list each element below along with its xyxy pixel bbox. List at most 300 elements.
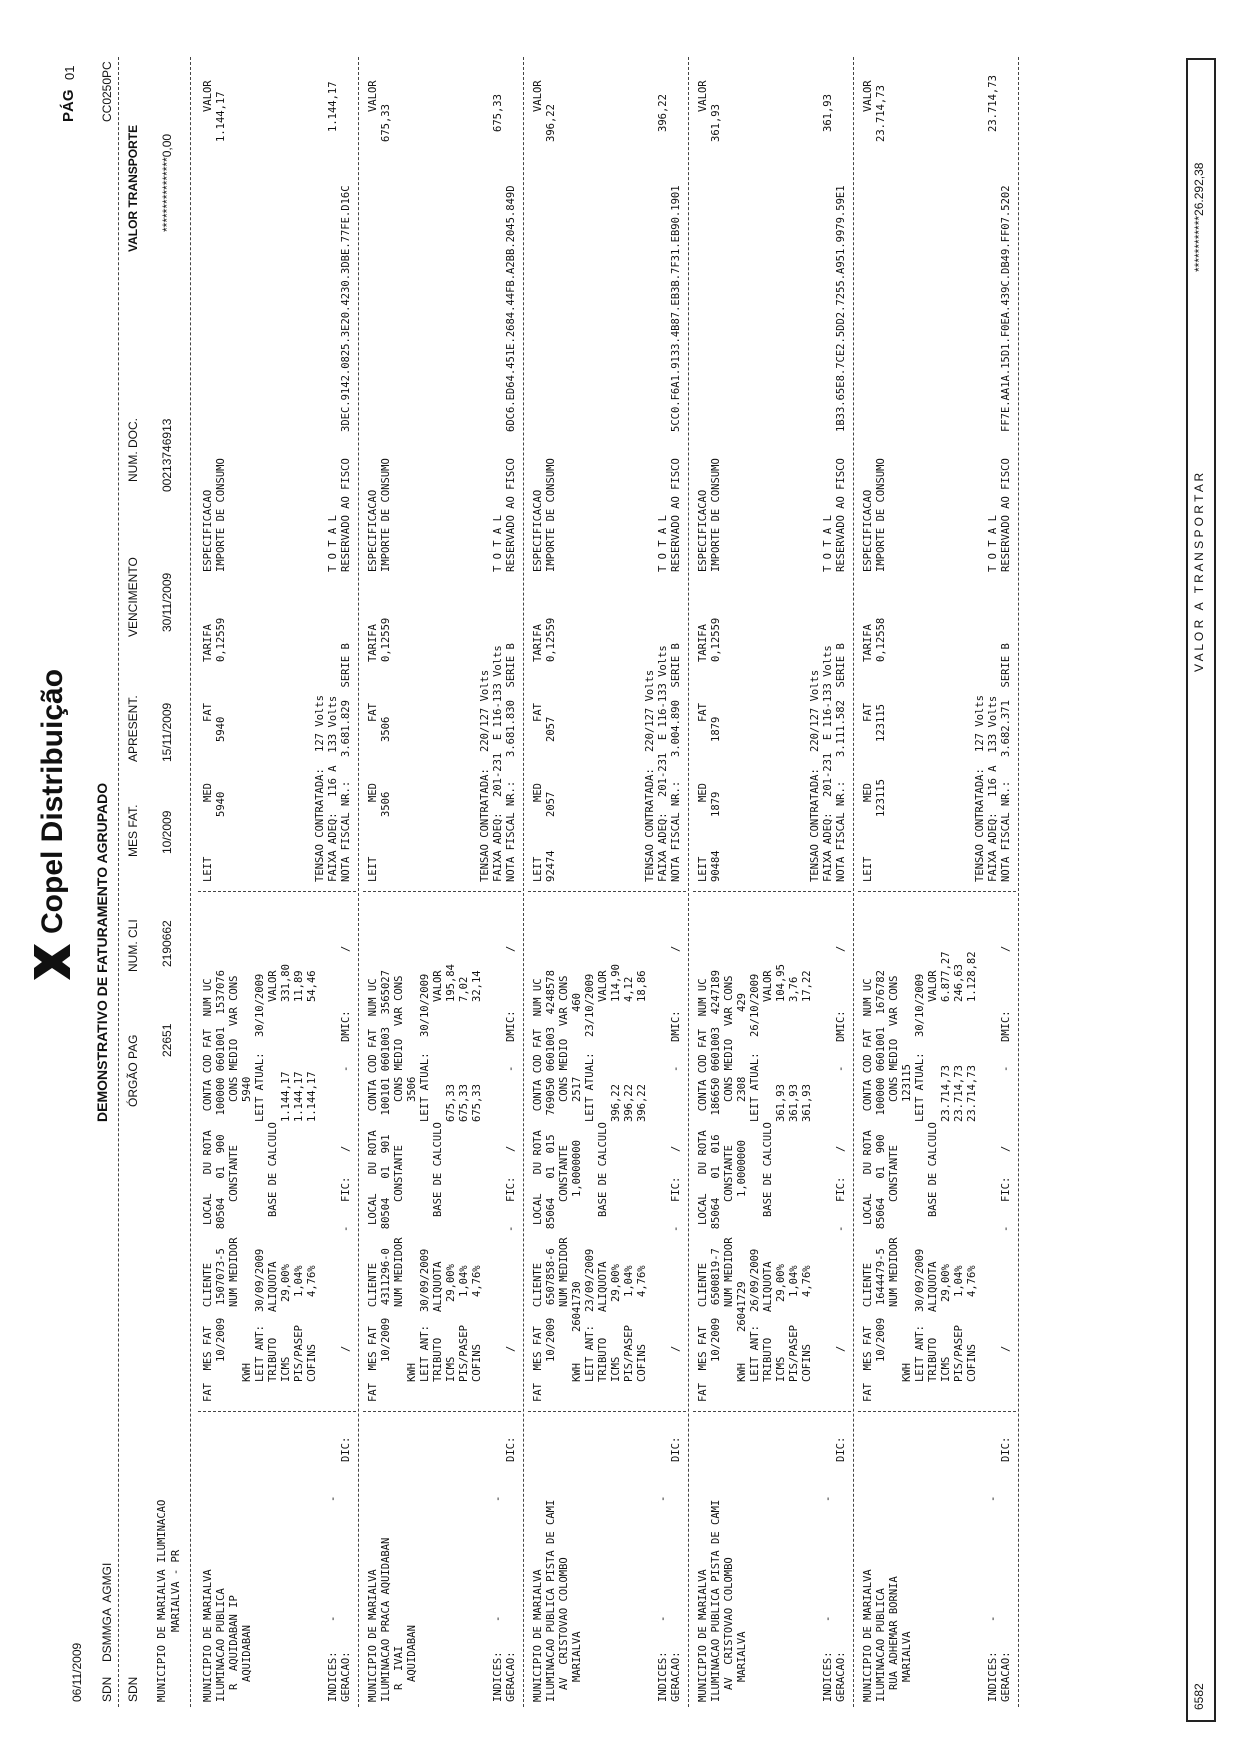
faixa-value: 116 A 133 Volts bbox=[987, 695, 999, 797]
column-separator bbox=[858, 891, 1016, 892]
fat-value: 5940 bbox=[215, 716, 227, 742]
leit-ant-value: 23/09/2009 bbox=[584, 1248, 596, 1312]
med-label: MED bbox=[367, 783, 379, 802]
page-label: PÁG bbox=[60, 89, 77, 122]
dic-slash: / bbox=[670, 1345, 682, 1352]
pis-label: PIS/PASEP bbox=[953, 1325, 965, 1382]
col-valor-transporte: VALOR TRANSPORTE bbox=[126, 124, 140, 252]
fat-line-values: 10/2009 4311296-0 80504 01 901 100101 0601003 3565027 bbox=[380, 970, 392, 1362]
total-label: T O T A L bbox=[987, 515, 999, 572]
cofins-rate: 4,76% bbox=[306, 1265, 318, 1297]
indices-label: INDICES: bbox=[822, 1651, 834, 1702]
leit-atual-value: 26/10/2009 bbox=[749, 973, 761, 1037]
dmic-label: DMIC: bbox=[670, 1010, 682, 1042]
tensao-value: 127 Volts bbox=[314, 695, 326, 752]
fic-dash: - bbox=[505, 1225, 517, 1232]
logo-text: Copel Distribuição bbox=[36, 668, 69, 934]
dic-slash: / bbox=[505, 1345, 517, 1352]
cofins-label: COFINS bbox=[801, 1344, 813, 1382]
dmic-dash: - bbox=[340, 1065, 352, 1072]
fat-value: 2057 bbox=[545, 716, 557, 742]
valor-label: VALOR bbox=[597, 970, 609, 1002]
faixa-value: 201-231 E 116-133 Volts bbox=[822, 645, 834, 797]
fic-label: FIC: bbox=[670, 1176, 682, 1202]
indices-label: INDICES: bbox=[492, 1651, 504, 1702]
cofins-value: 17,22 bbox=[801, 970, 813, 1002]
record-divider bbox=[358, 57, 359, 1707]
summary-num-cli: 2190662 bbox=[160, 920, 174, 967]
report-code: CC0250PC bbox=[100, 61, 114, 122]
dic-slash: / bbox=[835, 1345, 847, 1352]
leit-ant-value: 30/09/2009 bbox=[914, 1248, 926, 1312]
total-label: T O T A L bbox=[492, 515, 504, 572]
record-address-4: AQUIDABAN bbox=[241, 1625, 253, 1682]
kwh-label: KWH bbox=[571, 1363, 583, 1382]
faixa-label: FAIXA ADEQ: bbox=[822, 812, 834, 882]
importe-label: IMPORTE DE CONSUMO bbox=[875, 458, 887, 572]
dmic-slash: / bbox=[670, 945, 682, 952]
kwh-label: KWH bbox=[736, 1363, 748, 1382]
reservado-label: RESERVADO AO FISCO bbox=[340, 458, 352, 572]
summary-orgao-pag: 22651 bbox=[160, 1023, 174, 1057]
total-value: 1.144,17 bbox=[327, 81, 339, 132]
cons-medio-value: 123115 bbox=[901, 1064, 913, 1102]
column-separator bbox=[858, 1411, 1016, 1412]
cons-medio-label: CONS MEDIO VAR CONS bbox=[558, 975, 570, 1102]
cofins-rate: 4,76% bbox=[471, 1265, 483, 1297]
tarifa-value: 0,12559 bbox=[215, 617, 227, 662]
leit-atual-value: 30/10/2009 bbox=[914, 973, 926, 1037]
base-calculo-label: BASE DE CALCULO bbox=[762, 1122, 774, 1217]
icms-rate: 29,00% bbox=[280, 1264, 292, 1302]
faixa-label: FAIXA ADEQ: bbox=[327, 812, 339, 882]
fic-slash: / bbox=[505, 1145, 517, 1152]
importe-label: IMPORTE DE CONSUMO bbox=[380, 458, 392, 572]
med-label: MED bbox=[532, 783, 544, 802]
record-divider bbox=[853, 57, 854, 1707]
constante-label: CONSTANTE bbox=[393, 1145, 405, 1202]
fic-label: FIC: bbox=[505, 1176, 517, 1202]
icms-value: 104,95 bbox=[775, 964, 787, 1002]
leit-ant-label: LEIT ANT: bbox=[584, 1325, 596, 1382]
tensao-label: TENSAO CONTRATADA: bbox=[644, 768, 656, 882]
cofins-rate: 4,76% bbox=[801, 1265, 813, 1297]
med-value: 1879 bbox=[710, 791, 722, 817]
leit-atual-label: LEIT ATUAL: bbox=[749, 1052, 761, 1122]
indices-dash: - bbox=[822, 1615, 834, 1622]
record-address-2: ILUMINACAO PUBLICA bbox=[875, 1588, 887, 1702]
icms-base: 396,22 bbox=[610, 1084, 622, 1122]
dic-label: DIC: bbox=[505, 1436, 517, 1462]
icms-base: 23.714,73 bbox=[940, 1065, 952, 1122]
dic-label: DIC: bbox=[1000, 1436, 1012, 1462]
dic-label: DIC: bbox=[340, 1436, 352, 1462]
record-address-3: RUA ADHEMAR BORNIA bbox=[888, 1576, 900, 1690]
total-value: 361,93 bbox=[822, 94, 834, 132]
leit-atual-label: LEIT ATUAL: bbox=[584, 1052, 596, 1122]
cofins-label: COFINS bbox=[471, 1344, 483, 1382]
constante-label: CONSTANTE bbox=[723, 1145, 735, 1202]
leit-label: LEIT bbox=[367, 856, 379, 882]
med-value: 3506 bbox=[380, 791, 392, 817]
footer-transport-label: V A L O R A T R A N S P O R T A R bbox=[1192, 472, 1206, 672]
fat-header: FAT MES FAT CLIENTE LOCAL DU ROTA CONTA COD FAT NUM UC bbox=[202, 978, 214, 1402]
item-valor: 361,93 bbox=[710, 104, 722, 142]
item-valor: 23.714,73 bbox=[875, 85, 887, 142]
pis-value: 4,12 bbox=[623, 976, 635, 1002]
record-address-4: AQUIDABAN bbox=[406, 1625, 418, 1682]
record-divider bbox=[1018, 57, 1019, 1707]
cons-medio-label: CONS MEDIO VAR CONS bbox=[393, 975, 405, 1102]
record-address-2: ILUMINACAO PUBLICA PISTA DE CAMI bbox=[545, 1499, 557, 1702]
pis-label: PIS/PASEP bbox=[458, 1325, 470, 1382]
pis-value: 3,76 bbox=[788, 976, 800, 1002]
col-orgao-pag: ÓRGÃO PAG bbox=[126, 1034, 140, 1107]
constante-label: CONSTANTE bbox=[888, 1145, 900, 1202]
nota-label: NOTA FISCAL NR.: bbox=[340, 780, 352, 882]
fisco-code: FF7E.AA1A.15D1.F0EA.439C.DB49.FF07.5202 bbox=[1000, 185, 1012, 432]
col-num-cli: NUM. CLI bbox=[126, 919, 140, 972]
icms-value: 6.877,27 bbox=[940, 951, 952, 1002]
nota-label: NOTA FISCAL NR.: bbox=[670, 780, 682, 882]
especificacao-label: ESPECIFICACAO bbox=[367, 489, 379, 572]
fat-line-values: 10/2009 1507073-5 80504 01 900 100000 0601001 1537076 bbox=[215, 970, 227, 1362]
pis-value: 11,89 bbox=[293, 970, 305, 1002]
dic-label: DIC: bbox=[835, 1436, 847, 1462]
pis-rate: 1,04% bbox=[623, 1265, 635, 1297]
cons-medio-value: 2517 bbox=[571, 1076, 583, 1102]
tarifa-value: 0,12559 bbox=[710, 617, 722, 662]
footer-frame bbox=[1186, 58, 1216, 1722]
record-address-3: AV CRISTOVAO COLOMBO bbox=[558, 1557, 570, 1690]
fic-dash: - bbox=[835, 1225, 847, 1232]
num-medidor-label: NUM MEDIDOR bbox=[228, 1237, 240, 1307]
client-name: MUNICIPIO DE MARIALVA ILUMINACAO bbox=[156, 1499, 168, 1702]
tensao-label: TENSAO CONTRATADA: bbox=[314, 768, 326, 882]
indices-dash: - bbox=[492, 1615, 504, 1622]
icms-label: ICMS bbox=[280, 1356, 292, 1382]
kwh-label: KWH bbox=[901, 1363, 913, 1382]
record-divider bbox=[688, 57, 689, 1707]
cons-medio-label: CONS MEDIO VAR CONS bbox=[888, 975, 900, 1102]
aliquota-label: ALIQUOTA bbox=[762, 1261, 774, 1312]
sdn-codes: DSMMGA AGMGI bbox=[100, 1562, 114, 1662]
fat-value: 123115 bbox=[875, 704, 887, 742]
constante-label: CONSTANTE bbox=[558, 1145, 570, 1202]
tarifa-label: TARIFA bbox=[202, 624, 214, 662]
col-vencimento: VENCIMENTO bbox=[126, 557, 140, 637]
leit-label: LEIT bbox=[862, 856, 874, 882]
fat-label: FAT bbox=[862, 703, 874, 722]
fisco-code: 5CC0.F6A1.9133.4B87.EB3B.7F31.EB90.1901 bbox=[670, 185, 682, 432]
tarifa-label: TARIFA bbox=[367, 624, 379, 662]
icms-rate: 29,00% bbox=[940, 1264, 952, 1302]
total-value: 675,33 bbox=[492, 94, 504, 132]
cons-medio-value: 3506 bbox=[406, 1076, 418, 1102]
tributo-label: TRIBUTO bbox=[432, 1337, 444, 1382]
client-city: MARIALVA - PR bbox=[170, 1549, 182, 1632]
indices-dash: - bbox=[327, 1495, 339, 1502]
cofins-base: 1.144,17 bbox=[306, 1071, 318, 1122]
leit-atual-label: LEIT ATUAL: bbox=[254, 1052, 266, 1122]
med-label: MED bbox=[862, 783, 874, 802]
icms-value: 331,80 bbox=[280, 964, 292, 1002]
aliquota-label: ALIQUOTA bbox=[432, 1261, 444, 1312]
fat-value: 1879 bbox=[710, 716, 722, 742]
summary-apresent: 15/11/2009 bbox=[160, 702, 174, 762]
fat-label: FAT bbox=[202, 703, 214, 722]
record-address-1: MUNICIPIO DE MARIALVA bbox=[367, 1569, 379, 1702]
column-separator bbox=[693, 1411, 851, 1412]
record-address-4: MARIALVA bbox=[901, 1631, 913, 1682]
pis-label: PIS/PASEP bbox=[788, 1325, 800, 1382]
med-value: 5940 bbox=[215, 791, 227, 817]
nota-value: 3.111.582 SERIE B bbox=[835, 643, 847, 757]
dmic-label: DMIC: bbox=[1000, 1010, 1012, 1042]
indices-label: INDICES: bbox=[327, 1651, 339, 1702]
cofins-label: COFINS bbox=[636, 1344, 648, 1382]
reservado-label: RESERVADO AO FISCO bbox=[1000, 458, 1012, 572]
col-num-doc: NUM. DOC. bbox=[126, 418, 140, 482]
leit-ant-value: 30/09/2009 bbox=[419, 1248, 431, 1312]
tributo-label: TRIBUTO bbox=[762, 1337, 774, 1382]
dmic-dash: - bbox=[505, 1065, 517, 1072]
nota-value: 3.682.371 SERIE B bbox=[1000, 643, 1012, 757]
icms-base: 361,93 bbox=[775, 1084, 787, 1122]
indices-dash: - bbox=[822, 1495, 834, 1502]
pis-rate: 1,04% bbox=[293, 1265, 305, 1297]
dic-label: DIC: bbox=[670, 1436, 682, 1462]
cofins-value: 54,46 bbox=[306, 970, 318, 1002]
column-separator bbox=[528, 1411, 686, 1412]
record-address-4: MARIALVA bbox=[736, 1631, 748, 1682]
especificacao-label: ESPECIFICACAO bbox=[532, 489, 544, 572]
cons-medio-label: CONS MEDIO VAR CONS bbox=[228, 975, 240, 1102]
dic-slash: / bbox=[340, 1345, 352, 1352]
indices-dash: - bbox=[987, 1615, 999, 1622]
tributo-label: TRIBUTO bbox=[927, 1337, 939, 1382]
leit-value: 90484 bbox=[710, 850, 722, 882]
column-separator bbox=[198, 891, 356, 892]
leit-ant-label: LEIT ANT: bbox=[419, 1325, 431, 1382]
tensao-value: 127 Volts bbox=[974, 695, 986, 752]
leit-label: LEIT bbox=[202, 856, 214, 882]
fat-label: FAT bbox=[532, 703, 544, 722]
leit-ant-label: LEIT ANT: bbox=[749, 1325, 761, 1382]
item-valor: 675,33 bbox=[380, 104, 392, 142]
faixa-label: FAIXA ADEQ: bbox=[657, 812, 669, 882]
record-address-3: R IVAI bbox=[393, 1645, 405, 1690]
fic-label: FIC: bbox=[1000, 1176, 1012, 1202]
column-separator bbox=[363, 891, 521, 892]
dmic-slash: / bbox=[835, 945, 847, 952]
tarifa-value: 0,12559 bbox=[380, 617, 392, 662]
cofins-base: 675,33 bbox=[471, 1084, 483, 1122]
valor-label: VALOR bbox=[762, 970, 774, 1002]
dic-slash: / bbox=[1000, 1345, 1012, 1352]
tarifa-label: TARIFA bbox=[532, 624, 544, 662]
pis-base: 23.714,73 bbox=[953, 1065, 965, 1122]
leit-label: LEIT bbox=[532, 856, 544, 882]
summary-valor-transporte: ****************0,00 bbox=[160, 133, 174, 232]
column-separator bbox=[198, 1411, 356, 1412]
importe-label: IMPORTE DE CONSUMO bbox=[215, 458, 227, 572]
cofins-rate: 4,76% bbox=[636, 1265, 648, 1297]
reservado-label: RESERVADO AO FISCO bbox=[505, 458, 517, 572]
pis-value: 7,02 bbox=[458, 976, 470, 1002]
footer-left-code: 6582 bbox=[1192, 1683, 1206, 1710]
cofins-base: 396,22 bbox=[636, 1084, 648, 1122]
fisco-code: 6DC6.ED64.451E.2684.44FB.A2BB.2045.849D bbox=[505, 185, 517, 432]
record-address-2: ILUMINACAO PRACA AQUIDABAN bbox=[380, 1537, 392, 1702]
cofins-value: 18,86 bbox=[636, 970, 648, 1002]
record-address-1: MUNICIPIO DE MARIALVA bbox=[202, 1569, 214, 1702]
dmic-label: DMIC: bbox=[340, 1010, 352, 1042]
fat-line-values: 10/2009 1644479-5 85064 01 900 100000 0601001 1676782 bbox=[875, 970, 887, 1362]
record-address-2: ILUMINACAO PUBLICA bbox=[215, 1588, 227, 1702]
faixa-value: 201-231 E 116-133 Volts bbox=[492, 645, 504, 797]
icms-value: 195,84 bbox=[445, 964, 457, 1002]
summary-mes-fat: 10/2009 bbox=[160, 810, 174, 854]
summary-vencimento: 30/11/2009 bbox=[160, 572, 174, 632]
icms-label: ICMS bbox=[445, 1356, 457, 1382]
importe-label: IMPORTE DE CONSUMO bbox=[545, 458, 557, 572]
leit-ant-value: 30/09/2009 bbox=[254, 1248, 266, 1312]
fic-slash: / bbox=[835, 1145, 847, 1152]
constante-value: 1,0000000 bbox=[736, 1140, 748, 1197]
leit-ant-label: LEIT ANT: bbox=[914, 1325, 926, 1382]
indices-dash: - bbox=[657, 1615, 669, 1622]
fat-label: FAT bbox=[367, 703, 379, 722]
cons-medio-value: 5940 bbox=[241, 1076, 253, 1102]
record-address-1: MUNICIPIO DE MARIALVA bbox=[862, 1569, 874, 1702]
total-label: T O T A L bbox=[327, 515, 339, 572]
nota-label: NOTA FISCAL NR.: bbox=[505, 780, 517, 882]
record-divider bbox=[523, 57, 524, 1707]
pis-rate: 1,04% bbox=[953, 1265, 965, 1297]
base-calculo-label: BASE DE CALCULO bbox=[432, 1122, 444, 1217]
pis-base: 396,22 bbox=[623, 1084, 635, 1122]
record-address-4: MARIALVA bbox=[571, 1631, 583, 1682]
tarifa-label: TARIFA bbox=[697, 624, 709, 662]
faixa-value: 116 A 133 Volts bbox=[327, 695, 339, 797]
record-address-1: MUNICIPIO DE MARIALVA bbox=[697, 1569, 709, 1702]
pis-base: 1.144,17 bbox=[293, 1071, 305, 1122]
leit-atual-value: 30/10/2009 bbox=[419, 973, 431, 1037]
base-calculo-label: BASE DE CALCULO bbox=[597, 1122, 609, 1217]
item-valor-label: VALOR bbox=[697, 80, 709, 112]
col-sdn: SDN bbox=[126, 1676, 140, 1702]
icms-label: ICMS bbox=[775, 1356, 787, 1382]
record-address-1: MUNICIPIO DE MARIALVA bbox=[532, 1569, 544, 1702]
reservado-label: RESERVADO AO FISCO bbox=[835, 458, 847, 572]
tensao-value: 220/127 Volts bbox=[809, 669, 821, 752]
leit-atual-label: LEIT ATUAL: bbox=[914, 1052, 926, 1122]
record-address-3: R AQUIDABAN IP bbox=[228, 1595, 240, 1690]
nota-value: 3.681.829 SERIE B bbox=[340, 643, 352, 757]
dmic-slash: / bbox=[1000, 945, 1012, 952]
nota-value: 3.681.830 SERIE B bbox=[505, 643, 517, 757]
fat-header: FAT MES FAT CLIENTE LOCAL DU ROTA CONTA COD FAT NUM UC bbox=[862, 978, 874, 1402]
report-date: 06/11/2009 bbox=[70, 1642, 84, 1702]
kwh-label: KWH bbox=[406, 1363, 418, 1382]
leit-atual-value: 30/10/2009 bbox=[254, 973, 266, 1037]
item-valor: 1.144,17 bbox=[215, 91, 227, 142]
especificacao-label: ESPECIFICACAO bbox=[697, 489, 709, 572]
base-calculo-label: BASE DE CALCULO bbox=[267, 1122, 279, 1217]
icms-rate: 29,00% bbox=[445, 1264, 457, 1302]
med-value: 2057 bbox=[545, 791, 557, 817]
footer-transport-value: ************26.292,38 bbox=[1192, 162, 1206, 272]
tensao-label: TENSAO CONTRATADA: bbox=[479, 768, 491, 882]
geracao-label: GERACAO: bbox=[670, 1651, 682, 1702]
leit-label: LEIT bbox=[697, 856, 709, 882]
total-value: 23.714,73 bbox=[987, 75, 999, 132]
num-medidor-label: NUM MEDIDOR bbox=[888, 1237, 900, 1307]
med-value: 123115 bbox=[875, 779, 887, 817]
nota-value: 3.004.890 SERIE B bbox=[670, 643, 682, 757]
leit-value: 92474 bbox=[545, 850, 557, 882]
col-mes-fat: MES FAT. bbox=[126, 804, 140, 857]
fat-header: FAT MES FAT CLIENTE LOCAL DU ROTA CONTA COD FAT NUM UC bbox=[697, 978, 709, 1402]
nota-label: NOTA FISCAL NR.: bbox=[1000, 780, 1012, 882]
icms-base: 675,33 bbox=[445, 1084, 457, 1122]
icms-value: 114,90 bbox=[610, 964, 622, 1002]
cofins-value: 1.128,82 bbox=[966, 951, 978, 1002]
icms-rate: 29,00% bbox=[610, 1264, 622, 1302]
tensao-value: 220/127 Volts bbox=[644, 669, 656, 752]
total-label: T O T A L bbox=[657, 515, 669, 572]
indices-dash: - bbox=[657, 1495, 669, 1502]
fat-header: FAT MES FAT CLIENTE LOCAL DU ROTA CONTA COD FAT NUM UC bbox=[367, 978, 379, 1402]
fic-dash: - bbox=[670, 1225, 682, 1232]
indices-dash: - bbox=[987, 1495, 999, 1502]
tributo-label: TRIBUTO bbox=[267, 1337, 279, 1382]
nota-label: NOTA FISCAL NR.: bbox=[835, 780, 847, 882]
pis-base: 361,93 bbox=[788, 1084, 800, 1122]
fisco-code: 3DEC.9142.0825.3E20.4230.3DBE.77FE.D16C bbox=[340, 185, 352, 432]
item-valor-label: VALOR bbox=[367, 80, 379, 112]
fisco-code: 1B33.65E8.7CE2.5DD2.7255.A951.9979.59E1 bbox=[835, 185, 847, 432]
report-title: DEMONSTRATIVO DE FATURAMENTO AGRUPADO bbox=[94, 782, 110, 1122]
item-valor-label: VALOR bbox=[202, 80, 214, 112]
divider bbox=[190, 57, 191, 1707]
var-cons-value: 429 bbox=[736, 993, 748, 1012]
indices-dash: - bbox=[492, 1495, 504, 1502]
tributo-label: TRIBUTO bbox=[597, 1337, 609, 1382]
num-medidor-label: NUM MEDIDOR bbox=[723, 1237, 735, 1307]
cofins-base: 23.714,73 bbox=[966, 1065, 978, 1122]
medidor-value: 26041730 bbox=[571, 1281, 583, 1332]
num-medidor-label: NUM MEDIDOR bbox=[558, 1237, 570, 1307]
cofins-rate: 4,76% bbox=[966, 1265, 978, 1297]
total-value: 396,22 bbox=[657, 94, 669, 132]
record-address-3: AV CRISTOVAO COLOMBO bbox=[723, 1557, 735, 1690]
dmic-dash: - bbox=[670, 1065, 682, 1072]
fat-line-values: 10/2009 6500819-7 85064 01 016 186650 0601003 4247189 bbox=[710, 970, 722, 1362]
fic-dash: - bbox=[340, 1225, 352, 1232]
base-calculo-label: BASE DE CALCULO bbox=[927, 1122, 939, 1217]
dmic-slash: / bbox=[505, 945, 517, 952]
item-valor: 396,22 bbox=[545, 104, 557, 142]
item-valor-label: VALOR bbox=[532, 80, 544, 112]
cofins-label: COFINS bbox=[966, 1344, 978, 1382]
fic-slash: / bbox=[340, 1145, 352, 1152]
leit-atual-value: 23/10/2009 bbox=[584, 973, 596, 1037]
item-valor-label: VALOR bbox=[862, 80, 874, 112]
aliquota-label: ALIQUOTA bbox=[927, 1261, 939, 1312]
reservado-label: RESERVADO AO FISCO bbox=[670, 458, 682, 572]
